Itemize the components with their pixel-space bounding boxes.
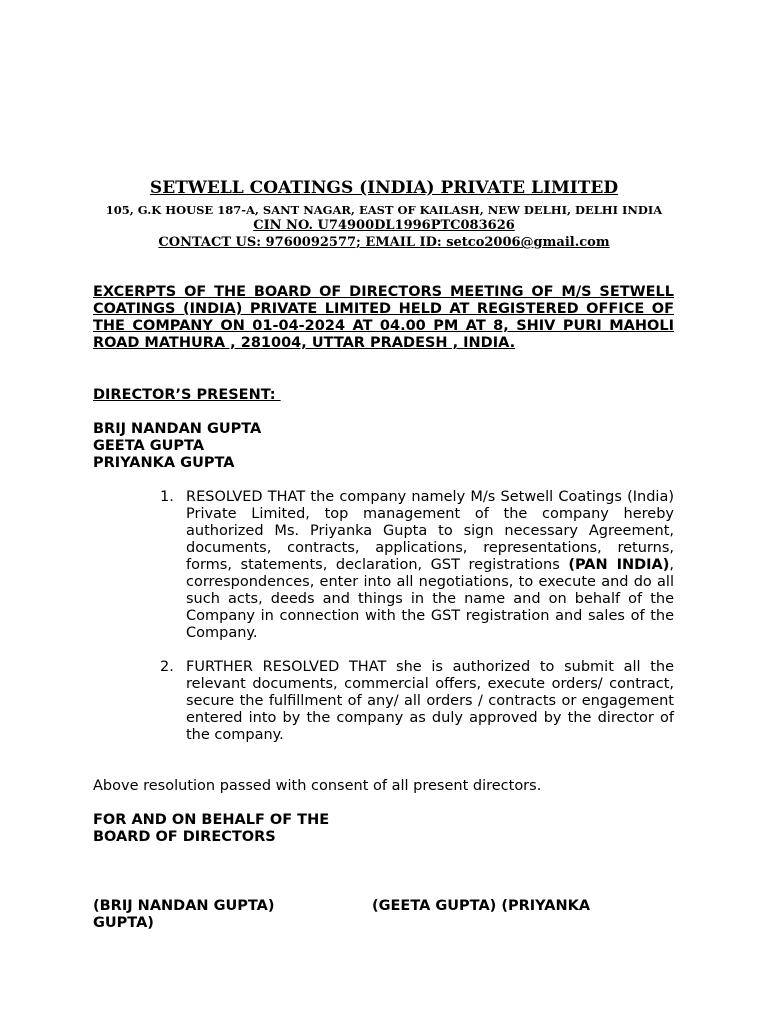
letterhead <box>0 176 768 251</box>
resolution-1 <box>160 489 674 642</box>
director-name: GEETA GUPTA <box>93 438 205 454</box>
resolution-number: 2. <box>160 659 174 675</box>
director-name: PRIYANKA GUPTA <box>93 455 235 471</box>
directors-present-heading: DIRECTOR’S PRESENT: <box>93 387 281 403</box>
resolution-number: 1. <box>160 489 174 505</box>
resolutions-list <box>160 489 674 744</box>
on-behalf-line-2: BOARD OF DIRECTORS <box>93 829 276 845</box>
company-address: 105, G.K HOUSE 187-A, SANT NAGAR, EAST OF KAILASH, NEW DELHI, DELHI INDIA <box>105 203 663 217</box>
resolution-2 <box>160 659 674 744</box>
resolution-2-text: FURTHER RESOLVED THAT she is authorized to submit all the relevant documents, commercial offers, execute orders/ contract, secure the fulfillment of any/ all orders / contracts or engagement entered into by the company as duly approved by the director of the company. <box>186 659 674 743</box>
signature-block <box>93 898 693 932</box>
signature-priyanka-gupta-cont: GUPTA) <box>93 915 154 931</box>
cin-number: CIN NO. U74900DL1996PTC083626 <box>253 218 515 233</box>
resolution-1-text-b: , correspondences, enter into all negotiations, to execute and do all such acts, deeds and things in the name and on behalf of the Company in connection with the GST registration and sales of the Company. <box>186 557 675 641</box>
signature-brij-nandan-gupta: (BRIJ NANDAN GUPTA) <box>93 898 275 914</box>
resolution-1-text-a: RESOLVED THAT the company namely M/s Setwell Coatings (India) Private Limited, top management of the company hereby authorized Ms. Priyanka Gupta to sign necessary Agreement, documents, contracts, applications, representations, returns, forms, statements, declaration, GST registrations <box>186 489 674 573</box>
signature-line-continued <box>93 915 693 932</box>
pan-india-emphasis: (PAN INDIA) <box>568 557 670 573</box>
on-behalf-block <box>93 812 674 846</box>
contact-info: CONTACT US: 9760092577; EMAIL ID: setco2006@gmail.com <box>158 235 610 250</box>
on-behalf-line-1: FOR AND ON BEHALF OF THE <box>93 812 330 828</box>
company-name: SETWELL COATINGS (INDIA) PRIVATE LIMITED <box>149 178 619 198</box>
consent-statement: Above resolution passed with consent of all present directors. <box>93 778 542 794</box>
signature-line <box>93 898 693 915</box>
meeting-excerpt-heading: EXCERPTS OF THE BOARD OF DIRECTORS MEETING OF M/S SETWELL COATINGS (INDIA) PRIVATE LIMITED HELD AT REGISTERED OFFICE OF THE COMPANY ON 01-04-2024 AT 04.00 PM AT 8, SHIV PURI MAHOLI ROAD MATHURA , 281004, UTTAR PRADESH , INDIA. <box>93 284 674 351</box>
directors-list <box>93 421 674 472</box>
director-name: BRIJ NANDAN GUPTA <box>93 421 262 437</box>
signature-geeta-priyanka: (GEETA GUPTA) (PRIYANKA <box>372 898 591 914</box>
